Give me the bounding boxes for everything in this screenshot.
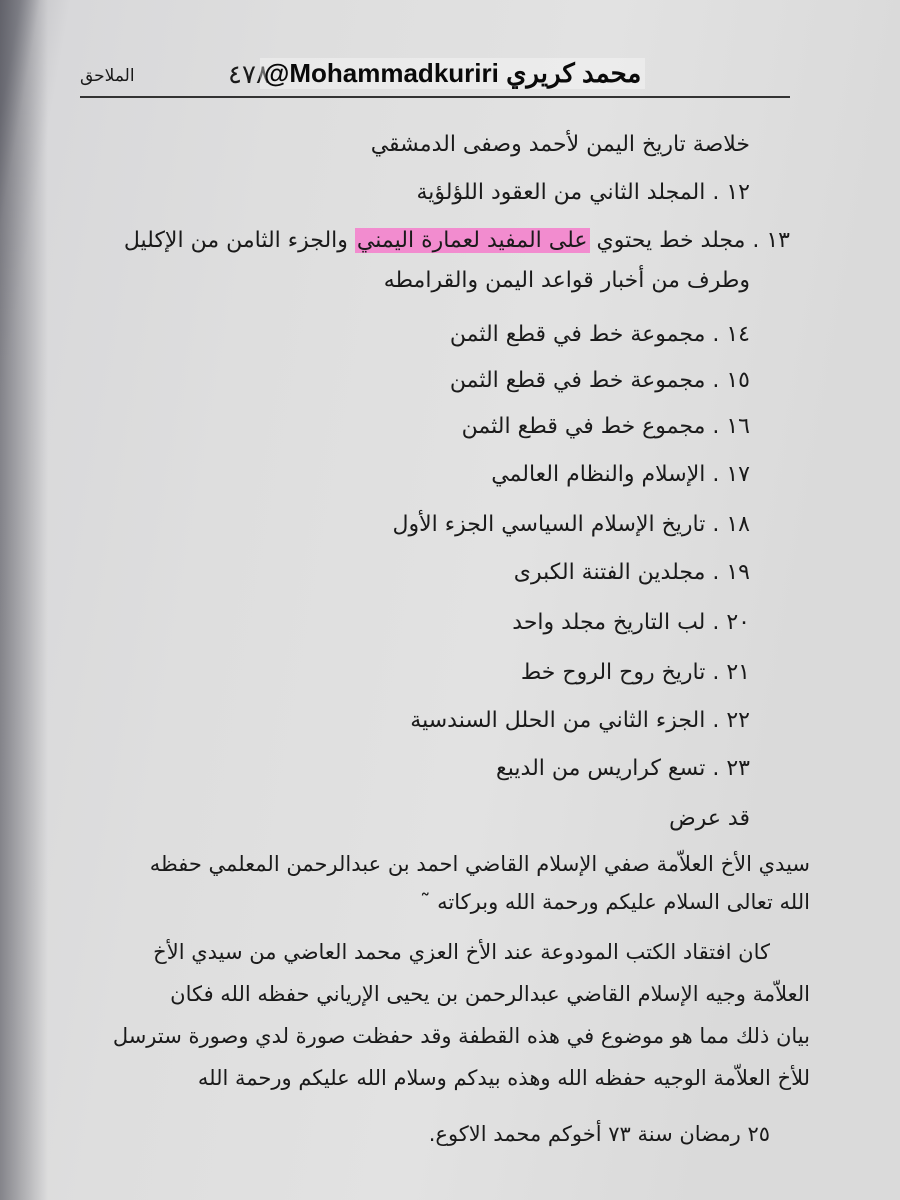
list-item-21: ٢١ . تاريخ روح الروح خط bbox=[520, 660, 750, 685]
list-item-13-cont: وطرف من أخبار قواعد اليمن والقرامطه bbox=[383, 268, 750, 293]
letter-p2-line4: للأخ العلاّمة الوجيه حفظه الله وهذه بيدكم وسلام الله عليكم ورحمة الله bbox=[197, 1066, 810, 1090]
list-item-14: ١٤ . مجموعة خط في قطع الثمن bbox=[449, 322, 750, 347]
qad-ard-line: قد عرض bbox=[669, 806, 750, 831]
list-item-20: ٢٠ . لب التاريخ مجلد واحد bbox=[512, 610, 750, 635]
list-item-13 bbox=[124, 228, 790, 253]
letter-p2-line3: بيان ذلك مما هو موضوع في هذه القطفة وقد حفظت صورة لدي وصورة سترسل bbox=[112, 1024, 810, 1048]
list-item-23: ٢٣ . تسع كراريس من الديبع bbox=[496, 756, 750, 781]
letter-p2-line2: العلاّمة وجيه الإسلام القاضي عبدالرحمن بن يحيى الإرياني حفظه الله فكان bbox=[170, 982, 810, 1006]
list-item-16: ١٦ . مجموع خط في قطع الثمن bbox=[461, 414, 750, 439]
page-number: ٤٧٨ bbox=[228, 60, 270, 90]
letter-signature: ٢٥ رمضان سنة ٧٣ أخوكم محمد الاكوع. bbox=[428, 1122, 770, 1146]
list-item-13-post: والجزء الثامن من الإكليل bbox=[123, 228, 355, 253]
highlighted-text: على المفيد لعمارة اليمني bbox=[356, 228, 588, 253]
page-binding-shadow bbox=[0, 0, 48, 1200]
section-title: الملاحق bbox=[80, 66, 135, 86]
watermark-handle: @Mohammadkuriri محمد كريري bbox=[260, 58, 645, 89]
page-header bbox=[80, 58, 790, 96]
letter-p1-line2: الله تعالى السلام عليكم ورحمة الله وبركاته ˜ bbox=[419, 890, 810, 914]
list-line-title: خلاصة تاريخ اليمن لأحمد وصفى الدمشقي bbox=[370, 132, 750, 157]
list-item-15: ١٥ . مجموعة خط في قطع الثمن bbox=[449, 368, 750, 393]
list-item-22: ٢٢ . الجزء الثاني من الحلل السندسية bbox=[410, 708, 750, 733]
list-item-17: ١٧ . الإسلام والنظام العالمي bbox=[491, 462, 750, 487]
header-rule bbox=[80, 96, 790, 98]
letter-p2-line1: كان افتقاد الكتب المودوعة عند الأخ العزي محمد العاضي من سيدي الأخ bbox=[153, 940, 770, 964]
list-item-13-pre: ١٣ . مجلد خط يحتوي bbox=[589, 228, 790, 253]
list-item-18: ١٨ . تاريخ الإسلام السياسي الجزء الأول bbox=[392, 512, 750, 537]
list-item-19: ١٩ . مجلدين الفتنة الكبرى bbox=[513, 560, 750, 585]
letter-p1-line1: سيدي الأخ العلاّمة صفي الإسلام القاضي احمد بن عبدالرحمن المعلمي حفظه bbox=[149, 852, 810, 876]
list-item-12: ١٢ . المجلد الثاني من العقود اللؤلؤية bbox=[416, 180, 750, 205]
